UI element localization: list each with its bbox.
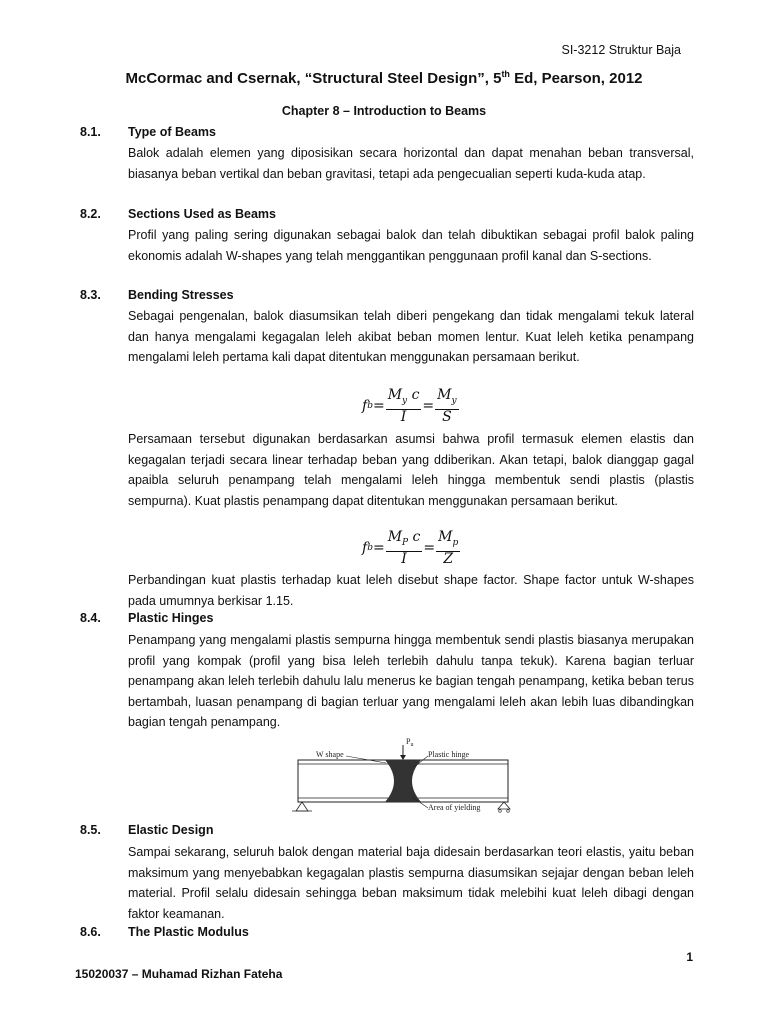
area-yielding-label: Area of yielding	[428, 803, 481, 812]
section-title: Sections Used as Beams	[128, 207, 276, 221]
section-title: Bending Stresses	[128, 288, 234, 302]
section-number: 8.3.	[80, 288, 101, 302]
section-text: Persamaan tersebut digunakan berdasarkan asumsi bahwa profil termasuk elemen elastis dan kegagalan terjadi secara linear terhadap beban yang ddiberikan. Akan tetapi, balok dianggap gagal apaibla seluruh penampang telah mengalami leleh hingga membentuk sendi plastis (plastis sempurna). Kuat plastis penampang dapat ditentukan menggunakan persamaan berikut.	[128, 432, 694, 508]
equation-plastic: f b = $\frac{M_P c}{I}$ = $\frac{M_p}{Z}$	[362, 529, 459, 567]
section-title: Elastic Design	[128, 823, 214, 837]
plastic-hinge-label: Plastic hinge	[428, 750, 470, 759]
section-number: 8.4.	[80, 611, 101, 625]
section-number: 8.6.	[80, 925, 101, 939]
load-label: $P_u$	[406, 737, 414, 748]
w-shape-label: W shape	[316, 750, 344, 759]
yielding-zone	[385, 760, 421, 802]
section-text: Perbandingan kuat plastis terhadap kuat leleh disebut shape factor. Shape factor untuk W-shapes pada umumnya berkisar 1.15.	[128, 573, 694, 608]
section-title: The Plastic Modulus	[128, 925, 249, 939]
section-text: Profil yang paling sering digunakan sebagai balok dan telah dibuktikan sebagai profil balok paling ekonomis adalah W-shapes yang telah menggantikan penggunaan profil kanal dan S-sections.	[128, 228, 694, 263]
page-number: 1	[686, 950, 693, 964]
section-number: 8.1.	[80, 125, 101, 139]
author-footer: 15020037 – Muhamad Rizhan Fateha	[75, 967, 283, 981]
roller-support-icon	[498, 802, 510, 809]
plastic-hinge-figure	[290, 733, 520, 813]
section-title: Plastic Hinges	[128, 611, 214, 625]
chapter-title: Chapter 8 – Introduction to Beams	[281, 104, 487, 118]
section-text: Balok adalah elemen yang diposisikan secara horizontal dan dapat menahan beban transversal, biasanya beban vertikal dan beban gravitasi, tetapi ada pengecualian seperti kuda-kuda atap.	[128, 146, 694, 181]
book-citation: McCormac and Csernak, “Structural Steel Design”, 5th Ed, Pearson, 2012	[125, 69, 643, 87]
load-arrow-icon	[400, 755, 406, 760]
section-text: Sampai sekarang, seluruh balok dengan material baja didesain berdasarkan teori elastis, yaitu beban maksimum yang menyebabkan kegagalan plastis sempurna diasumsikan sejajar dengan beban leleh material. Profil selalu didesain sehingga beban maksimum tidak melebihi kuat leleh dibagi dengan faktor keamanan.	[128, 845, 694, 921]
pin-support-icon	[296, 802, 308, 811]
section-number: 8.5.	[80, 823, 101, 837]
section-number: 8.2.	[80, 207, 101, 221]
section-text: Sebagai pengenalan, balok diasumsikan telah diberi pengekang dan tidak mengalami tekuk lateral dan hanya mengalami kegagalan leleh akibat beban momen lentur. Kuat leleh ketika penampang mengalami leleh pertama kali dapat ditentukan menggunakan persamaan berikut.	[128, 309, 694, 364]
section-text: Penampang yang mengalami plastis sempurna hingga membentuk sendi plastis biasanya merupakan profil yang kompak (profil yang bisa leleh terlebih dahulu tanpa tekuk). Karena bagian terluar penampang akan leleh terlebih dahulu lalu menerus ke bagian tengah penampang, ketika beban terus bertambah, luasan penampang di bagian terluar yang mengalami leleh akan lebih luas dibandingkan bagian tengah penampang.	[128, 633, 694, 729]
course-code: SI-3212 Struktur Baja	[561, 43, 681, 57]
equation-yield: f b = $\frac{M_y c}{I}$ = $\frac{M_y}{S}$	[362, 387, 457, 425]
section-title: Type of Beams	[128, 125, 216, 139]
